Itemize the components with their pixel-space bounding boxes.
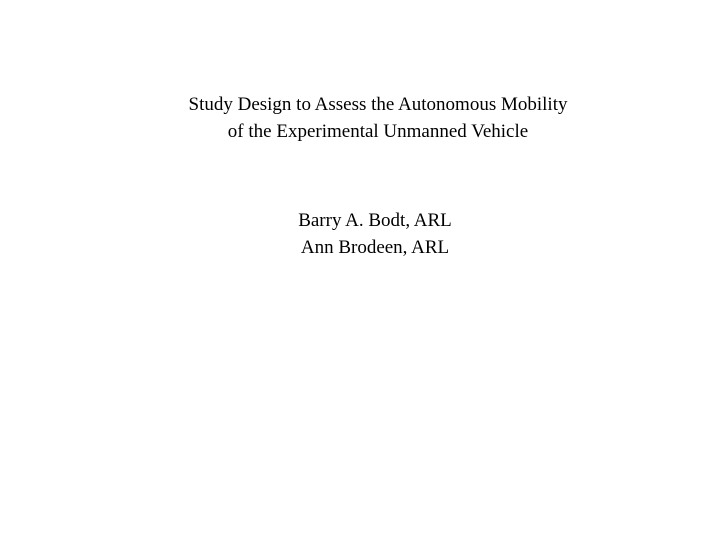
author-1: Barry A. Bodt, ARL <box>298 210 452 231</box>
slide-title <box>0 91 720 145</box>
author-2: Ann Brodeen, ARL <box>300 237 450 258</box>
title-line-2: of the Experimental Unmanned Vehicle <box>227 121 529 142</box>
title-line-1: Study Design to Assess the Autonomous Mobility <box>188 94 568 115</box>
author-list <box>0 207 720 261</box>
